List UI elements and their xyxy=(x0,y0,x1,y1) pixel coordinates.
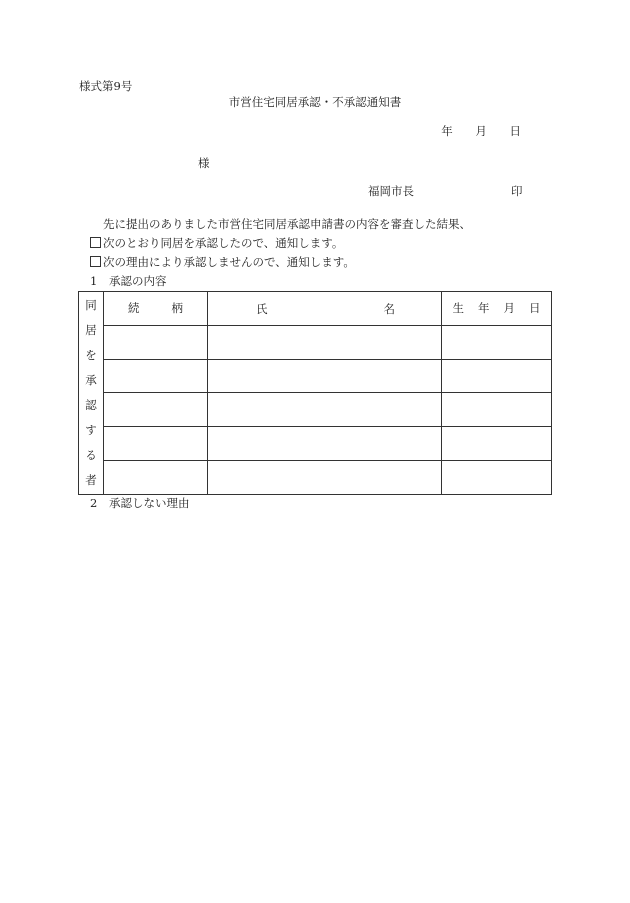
section-2-label: 承認しない理由 xyxy=(109,496,190,510)
side-char: を xyxy=(85,347,97,362)
table-row xyxy=(79,325,552,359)
option-approve-label: 次のとおり同居を承認したので、通知します。 xyxy=(103,236,344,250)
date-line xyxy=(441,124,521,138)
document-title: 市営住宅同居承認・不承認通知書 xyxy=(228,95,402,109)
cell-relation[interactable] xyxy=(104,393,208,427)
cell-name[interactable] xyxy=(208,393,442,427)
date-day-label: 日 xyxy=(509,124,521,138)
side-char: る xyxy=(85,447,97,462)
cell-dob[interactable] xyxy=(442,460,552,494)
intro-sentence: 先に提出のありました市営住宅同居承認申請書の内容を審査した結果、 xyxy=(103,217,471,231)
side-label-cell xyxy=(79,292,104,495)
header-dob-char: 月 xyxy=(503,301,515,316)
cell-name[interactable] xyxy=(208,359,442,393)
header-relation-char: 続 xyxy=(128,301,140,316)
cell-relation[interactable] xyxy=(104,359,208,393)
side-char: す xyxy=(85,422,97,437)
option-reject-label: 次の理由により承認しませんので、通知します。 xyxy=(103,255,355,269)
seal-mark: 印 xyxy=(511,184,523,198)
section-2-number: 2 xyxy=(90,496,98,510)
header-dob-char: 日 xyxy=(529,301,541,316)
table-row xyxy=(79,427,552,461)
cell-relation[interactable] xyxy=(104,325,208,359)
header-relation-char: 柄 xyxy=(171,301,183,316)
cell-relation[interactable] xyxy=(104,427,208,461)
side-char: 居 xyxy=(85,322,97,337)
cell-dob[interactable] xyxy=(442,427,552,461)
cohabitant-table xyxy=(78,291,552,495)
side-char: 承 xyxy=(85,372,97,387)
issuer-name: 福岡市長 xyxy=(368,184,414,198)
option-approve xyxy=(90,236,343,250)
date-month-label: 月 xyxy=(475,124,487,138)
table-row xyxy=(79,393,552,427)
cell-dob[interactable] xyxy=(442,393,552,427)
side-char: 者 xyxy=(85,472,97,487)
header-dob xyxy=(442,292,552,326)
side-char: 同 xyxy=(85,297,97,312)
table-row xyxy=(79,359,552,393)
checkbox-approve[interactable] xyxy=(90,237,101,248)
date-year-label: 年 xyxy=(441,124,453,138)
section-1-heading xyxy=(90,274,167,288)
cell-name[interactable] xyxy=(208,460,442,494)
addressee-suffix: 様 xyxy=(198,156,210,170)
option-reject xyxy=(90,255,355,269)
cell-relation[interactable] xyxy=(104,460,208,494)
header-name-char: 氏 xyxy=(256,302,268,316)
section-1-number: 1 xyxy=(90,274,98,288)
header-dob-char: 年 xyxy=(478,301,490,316)
form-number: 様式第9号 xyxy=(79,79,133,93)
side-char: 認 xyxy=(85,397,97,412)
header-relation xyxy=(104,292,208,326)
header-name-char: 名 xyxy=(383,302,395,316)
cell-name[interactable] xyxy=(208,325,442,359)
cell-dob[interactable] xyxy=(442,359,552,393)
header-name xyxy=(208,292,442,326)
section-1-label: 承認の内容 xyxy=(109,274,167,288)
checkbox-reject[interactable] xyxy=(90,256,101,267)
section-2-heading xyxy=(90,496,190,510)
cell-name[interactable] xyxy=(208,427,442,461)
cell-dob[interactable] xyxy=(442,325,552,359)
table-row xyxy=(79,460,552,494)
header-dob-char: 生 xyxy=(452,301,464,316)
